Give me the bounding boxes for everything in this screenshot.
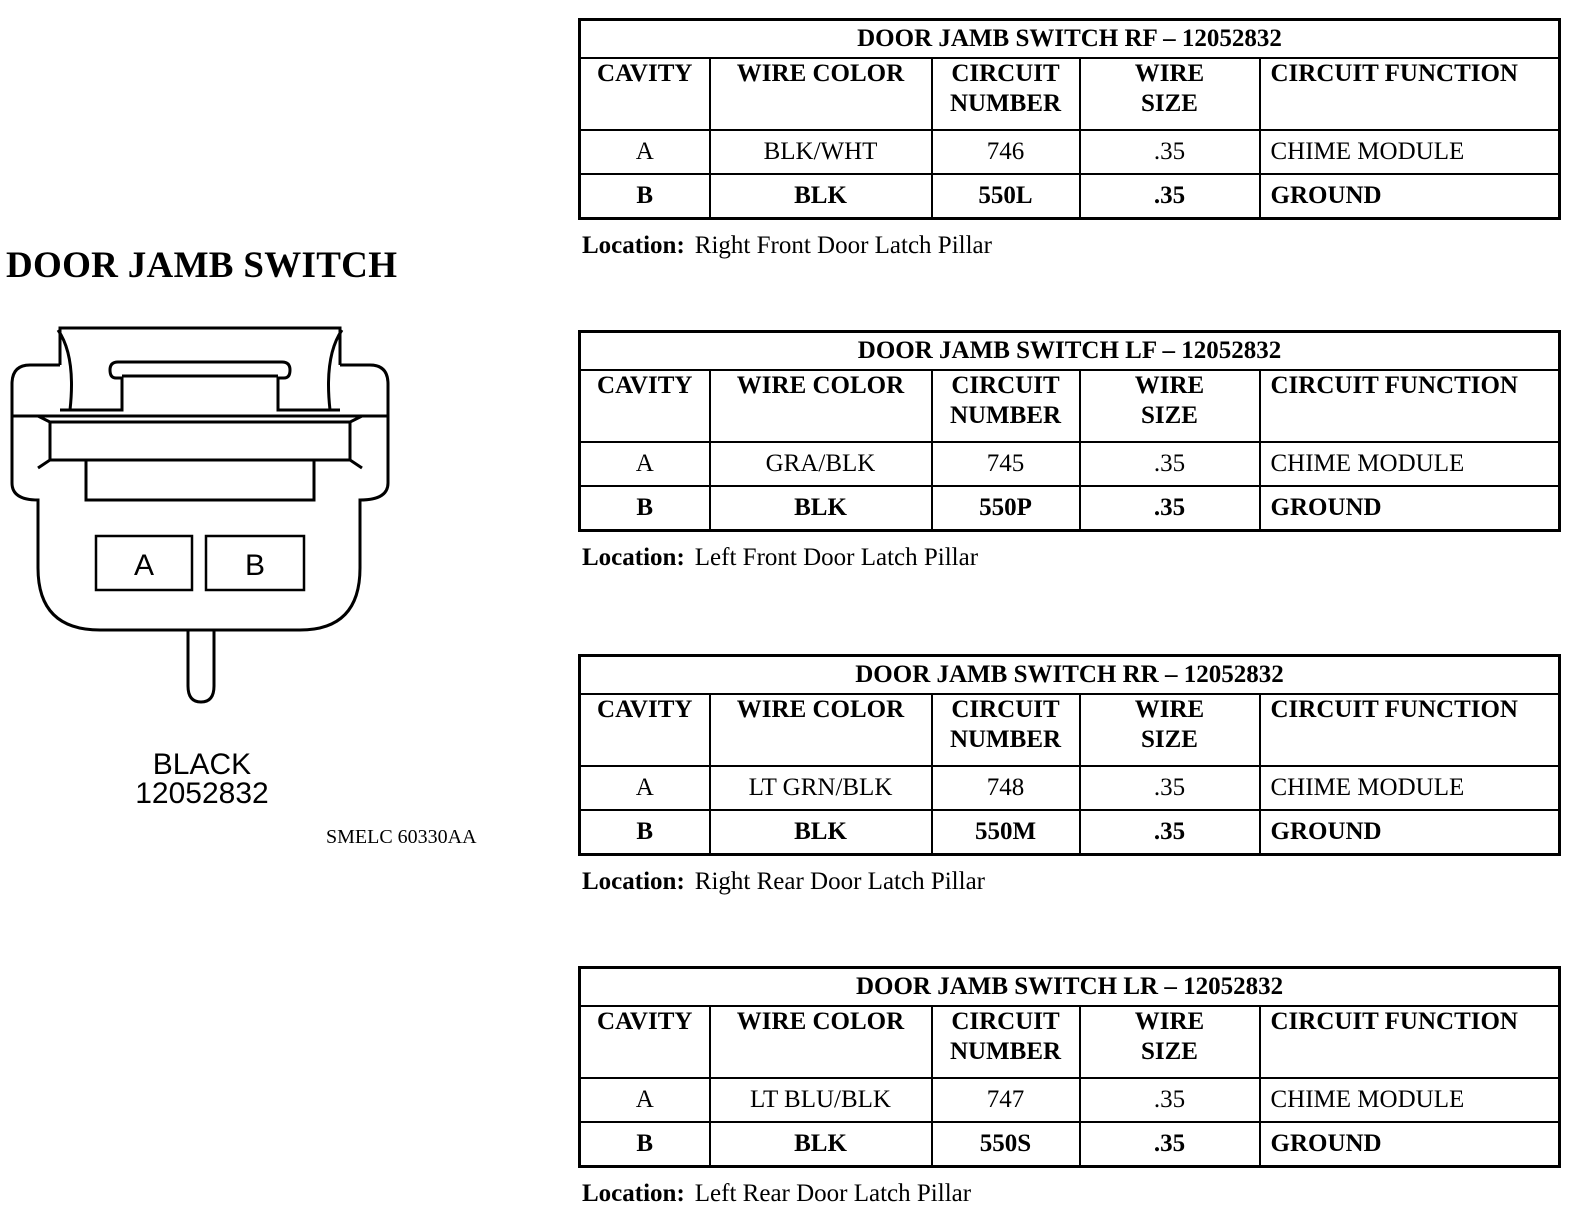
cell-cavity: B [580, 1122, 710, 1167]
cell-wire-size: .35 [1080, 174, 1260, 219]
cell-wire-color: BLK [710, 174, 932, 219]
connector-latch [60, 328, 340, 365]
table-row [580, 1078, 1560, 1122]
location-line [582, 868, 1558, 896]
cell-cavity: A [580, 442, 710, 486]
cell-wire-color: BLK [710, 1122, 932, 1167]
table-block-rr [578, 654, 1558, 896]
header-circuit-function: CIRCUIT FUNCTION [1260, 58, 1560, 130]
cell-wire-color: LT GRN/BLK [710, 766, 932, 810]
cavity-b-label: B [244, 549, 266, 582]
cell-circuit-function: CHIME MODULE [1260, 766, 1560, 810]
connector-color: BLACK [152, 748, 252, 781]
diagram-code: SMELC 60330AA [326, 826, 477, 848]
header-cavity: CAVITY [580, 1006, 710, 1078]
location-line [582, 1180, 1558, 1208]
cell-wire-size: .35 [1080, 130, 1260, 174]
cell-wire-size: .35 [1080, 1122, 1260, 1167]
location-value: Right Rear Door Latch Pillar [694, 868, 985, 895]
cell-circuit-number: 747 [932, 1078, 1080, 1122]
cell-circuit-number: 550L [932, 174, 1080, 219]
header-circuit-function: CIRCUIT FUNCTION [1260, 694, 1560, 766]
header-circuit-number: CIRCUIT NUMBER [932, 1006, 1080, 1078]
cell-circuit-function: CHIME MODULE [1260, 442, 1560, 486]
cell-circuit-function: CHIME MODULE [1260, 130, 1560, 174]
connector-tab [188, 630, 214, 702]
table-row [580, 810, 1560, 855]
table-title: DOOR JAMB SWITCH RR – 12052832 [580, 656, 1560, 695]
header-circuit-number: CIRCUIT NUMBER [932, 694, 1080, 766]
cavity-a-label: A [133, 549, 155, 582]
cell-wire-color: LT BLU/BLK [710, 1078, 932, 1122]
header-wire-color: WIRE COLOR [710, 58, 932, 130]
cell-circuit-function: GROUND [1260, 486, 1560, 531]
header-circuit-function: CIRCUIT FUNCTION [1260, 1006, 1560, 1078]
cell-wire-size: .35 [1080, 766, 1260, 810]
cell-circuit-number: 745 [932, 442, 1080, 486]
table-block-rf [578, 18, 1558, 260]
location-label: Location: [582, 868, 685, 895]
table-title: DOOR JAMB SWITCH LF – 12052832 [580, 332, 1560, 371]
connector-part-number: 12052832 [135, 777, 269, 810]
cell-wire-size: .35 [1080, 442, 1260, 486]
cell-circuit-number: 550M [932, 810, 1080, 855]
table-row [580, 174, 1560, 219]
table-title: DOOR JAMB SWITCH RF – 12052832 [580, 20, 1560, 59]
header-wire-size: WIRE SIZE [1080, 370, 1260, 442]
cell-circuit-number: 550P [932, 486, 1080, 531]
header-wire-color: WIRE COLOR [710, 370, 932, 442]
cell-circuit-function: CHIME MODULE [1260, 1078, 1560, 1122]
table-row [580, 130, 1560, 174]
header-wire-color: WIRE COLOR [710, 1006, 932, 1078]
cell-cavity: A [580, 1078, 710, 1122]
cell-cavity: B [580, 486, 710, 531]
header-circuit-number: CIRCUIT NUMBER [932, 370, 1080, 442]
header-wire-size: WIRE SIZE [1080, 58, 1260, 130]
cell-circuit-number: 748 [932, 766, 1080, 810]
header-cavity: CAVITY [580, 694, 710, 766]
connector-body-outline [12, 365, 388, 630]
header-wire-size: WIRE SIZE [1080, 694, 1260, 766]
connector-table [578, 966, 1561, 1168]
cell-circuit-function: GROUND [1260, 810, 1560, 855]
location-line [582, 544, 1558, 572]
connector-table [578, 330, 1561, 532]
cell-wire-size: .35 [1080, 486, 1260, 531]
location-value: Right Front Door Latch Pillar [694, 232, 992, 259]
cell-cavity: B [580, 810, 710, 855]
table-row [580, 486, 1560, 531]
cell-cavity: B [580, 174, 710, 219]
cell-circuit-number: 746 [932, 130, 1080, 174]
table-row [580, 442, 1560, 486]
header-wire-color: WIRE COLOR [710, 694, 932, 766]
header-circuit-function: CIRCUIT FUNCTION [1260, 370, 1560, 442]
location-label: Location: [582, 1180, 685, 1207]
table-title: DOOR JAMB SWITCH LR – 12052832 [580, 968, 1560, 1007]
cell-wire-color: BLK/WHT [710, 130, 932, 174]
cell-circuit-function: GROUND [1260, 174, 1560, 219]
cell-circuit-function: GROUND [1260, 1122, 1560, 1167]
connector-diagram [0, 318, 400, 718]
header-wire-size: WIRE SIZE [1080, 1006, 1260, 1078]
cell-wire-size: .35 [1080, 810, 1260, 855]
cell-wire-color: GRA/BLK [710, 442, 932, 486]
cell-wire-size: .35 [1080, 1078, 1260, 1122]
table-row [580, 766, 1560, 810]
table-block-lf [578, 330, 1558, 572]
header-cavity: CAVITY [580, 58, 710, 130]
location-value: Left Front Door Latch Pillar [694, 544, 979, 571]
location-line [582, 232, 1558, 260]
cell-wire-color: BLK [710, 486, 932, 531]
header-cavity: CAVITY [580, 370, 710, 442]
cell-wire-color: BLK [710, 810, 932, 855]
table-block-lr [578, 966, 1558, 1208]
cell-circuit-number: 550S [932, 1122, 1080, 1167]
table-row [580, 1122, 1560, 1167]
cell-cavity: A [580, 766, 710, 810]
location-label: Location: [582, 544, 685, 571]
location-label: Location: [582, 232, 685, 259]
location-value: Left Rear Door Latch Pillar [694, 1180, 972, 1207]
connector-table [578, 654, 1561, 856]
page-title: DOOR JAMB SWITCH [6, 245, 398, 286]
connector-table [578, 18, 1561, 220]
header-circuit-number: CIRCUIT NUMBER [932, 58, 1080, 130]
cell-cavity: A [580, 130, 710, 174]
